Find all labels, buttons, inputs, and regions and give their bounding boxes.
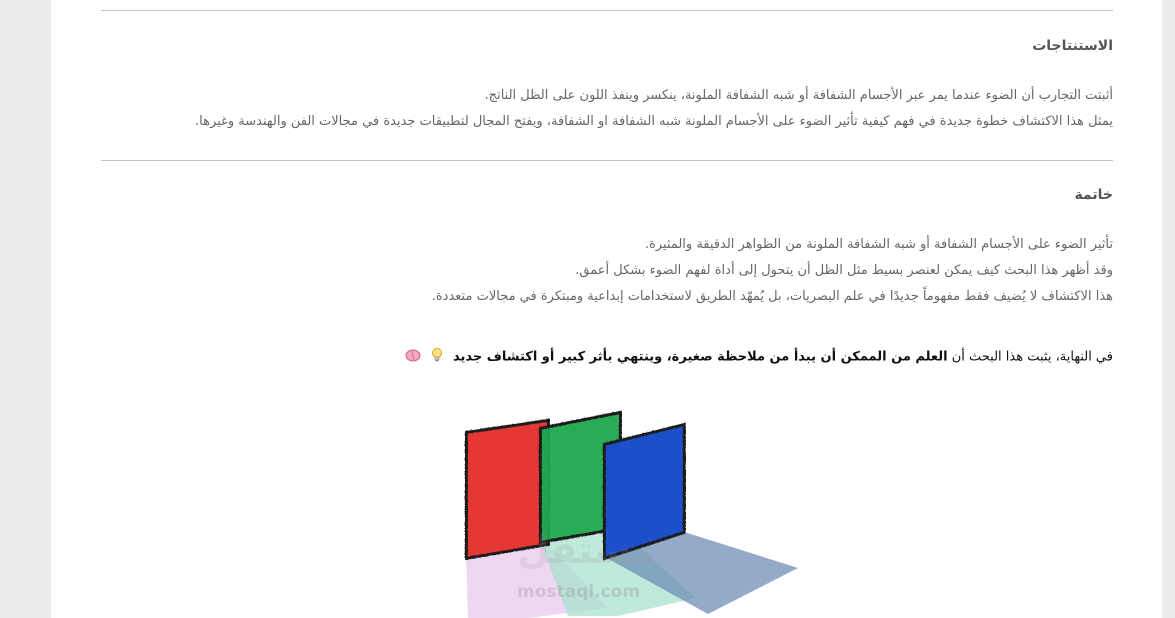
ending-line: تأثير الضوء على الأجسام الشفافة أو شبه الشفافة الملونة من الظواهر الدقيقة والمثيرة. [644,237,1113,252]
conclusions-line: يمثل هذا الاكتشاف خطوة جديدة في فهم كيفية تأثير الضوء على الأجسام الملونة شبه الشفافة او الشفافة، ويفتح المجال لتطبيقات جديدة في مجالات الفن والهندسة وغيرها. [195,114,1113,129]
ending-line: هذا الاكتشاف لا يُضيف فقط مفهوماً جديدًا في علم البصريات، بل يُمهّد الطريق لاستخدامات إبداعية ومبتكرة في مجالات متعددة. [431,289,1113,304]
final-emphasis: العلم من الممكن أن يبدأ من ملاحظة صغيرة، وينتهي بأثر كبير أو اكتشاف جديد [452,349,948,365]
conclusions-heading: الاستنتاجات [1032,38,1113,54]
final-prefix: في النهاية، يثبت هذا البحث أن [947,349,1113,365]
divider-middle [101,160,1113,161]
divider-top [101,10,1113,11]
conclusions-line: أثبتت التجارب أن الضوء عندما يمر عبر الأجسام الشفافة أو شبه الشفافة الملونة، ينكسر وينفذ اللون على الظل الناتج. [484,88,1113,103]
watermark-arabic: مستقل [517,528,656,572]
ending-heading: خاتمة [1074,187,1113,203]
page-sheet [51,0,1162,618]
ending-paragraph [101,232,1113,310]
ending-line: وقد أظهر هذا البحث كيف يمكن لعنصر بسيط مثل الظل أن يتحول إلى أداة لفهم الضوء بشكل أعمق. [575,263,1113,278]
final-statement [405,347,1113,367]
watermark-latin: mostaql.com [517,582,641,602]
lightbulb-icon [431,347,443,367]
brain-icon [405,349,421,366]
conclusions-paragraph [101,83,1113,135]
